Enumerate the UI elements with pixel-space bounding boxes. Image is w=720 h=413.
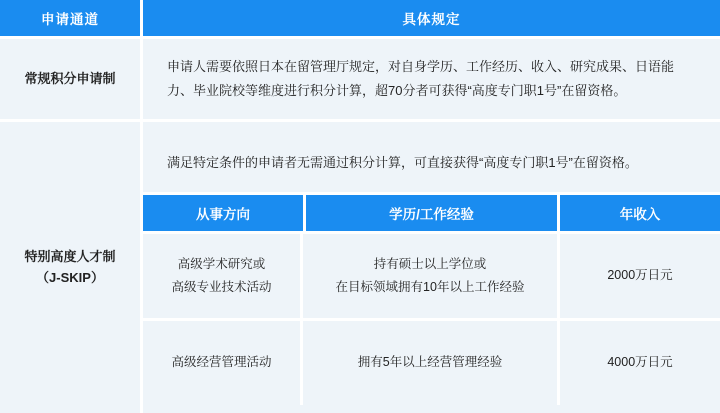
jskip-experience-line-1: 持有硕士以上学位或 (373, 256, 487, 271)
jskip-direction-line-1: 高级学术研究或 (177, 256, 266, 271)
jskip-experience-line-2: 在目标领域拥有10年以上工作经验 (335, 280, 525, 294)
jskip-header-income: 年收入 (560, 195, 720, 231)
jskip-cell-direction (143, 321, 303, 405)
jskip-header-direction: 从事方向 (143, 195, 306, 231)
regular-description: 申请人需要依照日本在留管理厅规定，对自身学历、工作经历、收入、研究成果、日语能力、毕业院校等维度进行积分计算，超70分者可获得“高度专门职1号”在留资格。 (167, 58, 675, 98)
row-label-regular (0, 39, 143, 119)
table-row-special (0, 122, 720, 413)
row-label-regular-line-1: 常规积分申请制 (24, 70, 116, 86)
jskip-income-line-1: 2000万日元 (607, 268, 673, 283)
table-row-regular (0, 39, 720, 119)
jskip-header-row (143, 195, 720, 231)
jskip-header-experience: 学历/工作经验 (306, 195, 560, 231)
header-rules: 具体规定 (143, 0, 720, 36)
row-label-special (0, 122, 143, 413)
row-label-special-line-2: （J-SKIP） (36, 269, 104, 285)
row-content-special (143, 122, 720, 413)
jskip-experience-line-1: 拥有5年以上经营管理经验 (357, 355, 503, 370)
row-label-special-line-1: 特别高度人才制 (24, 248, 116, 264)
special-description: 满足特定条件的申请者无需通过积分计算，可直接获得“高度专门职1号”在留资格。 (167, 154, 638, 170)
table-header-row (0, 0, 720, 36)
jskip-cell-experience (303, 321, 560, 405)
jskip-income-line-1: 4000万日元 (607, 355, 673, 370)
jskip-row (143, 231, 720, 318)
jskip-criteria-table (143, 192, 720, 405)
jskip-cell-income (560, 234, 720, 318)
jskip-direction-line-1: 高级经营管理活动 (171, 355, 272, 370)
row-content-regular (143, 39, 720, 119)
jskip-cell-experience (303, 234, 560, 318)
jskip-direction-line-2: 高级专业技术活动 (171, 280, 272, 294)
header-channel: 申请通道 (0, 0, 143, 36)
jskip-cell-income (560, 321, 720, 405)
jskip-cell-direction (143, 234, 303, 318)
jskip-row (143, 318, 720, 405)
